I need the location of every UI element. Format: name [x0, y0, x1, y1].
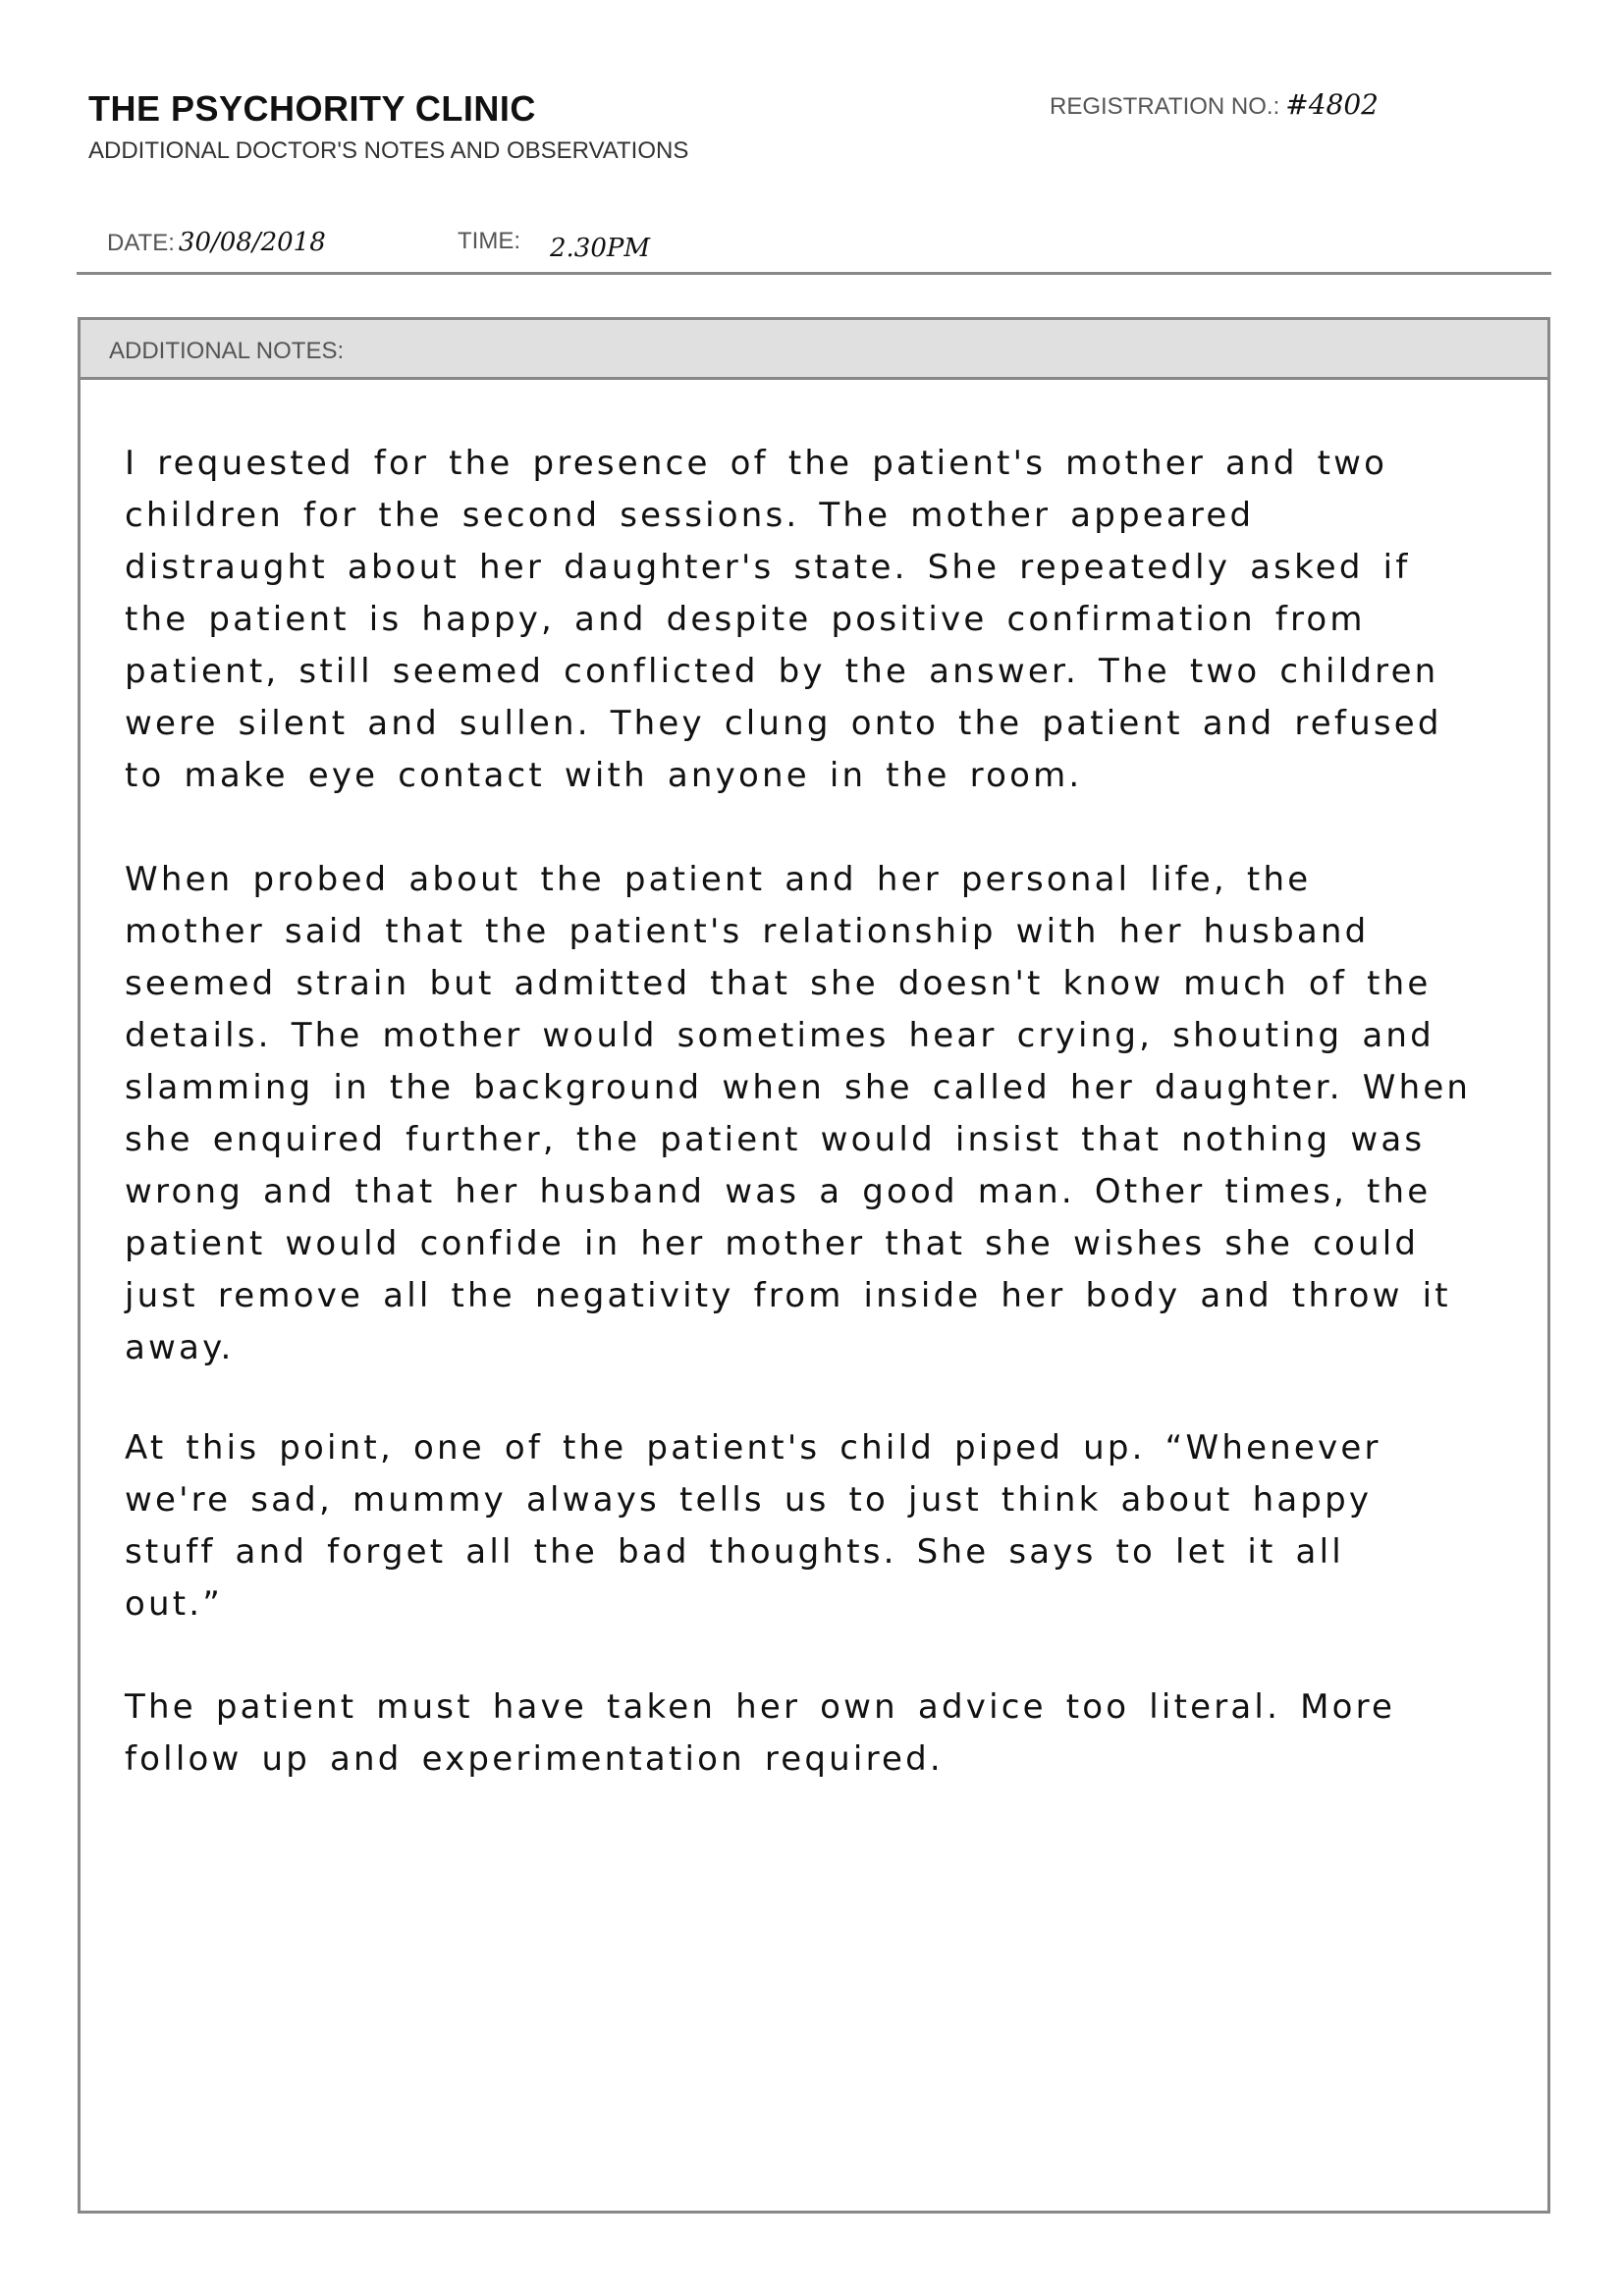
note-line: were silent and sullen. They clung onto the patient and refused	[125, 704, 1442, 743]
time-value: 2.30PM	[550, 234, 651, 263]
registration-value: #4802	[1285, 88, 1379, 121]
note-line: I requested for the presence of the patient's mother and two	[125, 444, 1388, 483]
note-line: slamming in the background when she called her daughter. When	[125, 1068, 1472, 1107]
note-line: away.	[125, 1328, 235, 1367]
note-line: patient would confide in her mother that she wishes she could	[125, 1224, 1420, 1263]
note-line: distraught about her daughter's state. She repeatedly asked if	[125, 548, 1411, 587]
note-line: to make eye contact with anyone in the room.	[125, 756, 1083, 795]
time-label: TIME:	[458, 228, 520, 254]
note-line: out.”	[125, 1584, 224, 1624]
note-paragraph	[125, 854, 1471, 1374]
note-line: At this point, one of the patient's child piped up. “Whenever	[125, 1428, 1381, 1468]
date-field	[107, 228, 326, 257]
date-value: 30/08/2018	[178, 228, 326, 257]
note-line: we're sad, mummy always tells us to just think about happy	[125, 1480, 1373, 1520]
note-paragraph	[125, 1682, 1395, 1786]
form-subtitle: ADDITIONAL DOCTOR'S NOTES AND OBSERVATIONS	[88, 137, 689, 164]
note-line: The patient must have taken her own advice too literal. More	[125, 1687, 1396, 1727]
note-line: patient, still seemed conflicted by the answer. The two children	[125, 652, 1439, 691]
notes-heading: ADDITIONAL NOTES:	[109, 338, 345, 364]
header-divider	[77, 272, 1551, 275]
note-line: children for the second sessions. The mother appeared	[125, 496, 1255, 535]
note-line: mother said that the patient's relationship with her husband	[125, 912, 1370, 951]
note-paragraph	[125, 1422, 1381, 1630]
note-line: stuff and forget all the bad thoughts. She says to let it all	[125, 1532, 1344, 1572]
note-line: she enquired further, the patient would insist that nothing was	[125, 1120, 1426, 1159]
date-label: DATE:	[107, 230, 175, 256]
notes-panel-header	[81, 320, 1547, 380]
note-line: just remove all the negativity from inside her body and throw it	[125, 1276, 1451, 1315]
clinic-name: THE PSYCHORITY CLINIC	[88, 88, 536, 129]
note-line: the patient is happy, and despite positive confirmation from	[125, 600, 1366, 639]
note-line: wrong and that her husband was a good man. Other times, the	[125, 1172, 1432, 1211]
note-line: details. The mother would sometimes hear crying, shouting and	[125, 1016, 1435, 1055]
note-line: seemed strain but admitted that she doesn't know much of the	[125, 964, 1432, 1003]
note-line: follow up and experimentation required.	[125, 1739, 944, 1779]
note-line: When probed about the patient and her personal life, the	[125, 860, 1312, 899]
registration-field	[1050, 88, 1379, 121]
registration-label: REGISTRATION NO.:	[1050, 93, 1280, 120]
note-paragraph	[125, 438, 1442, 802]
